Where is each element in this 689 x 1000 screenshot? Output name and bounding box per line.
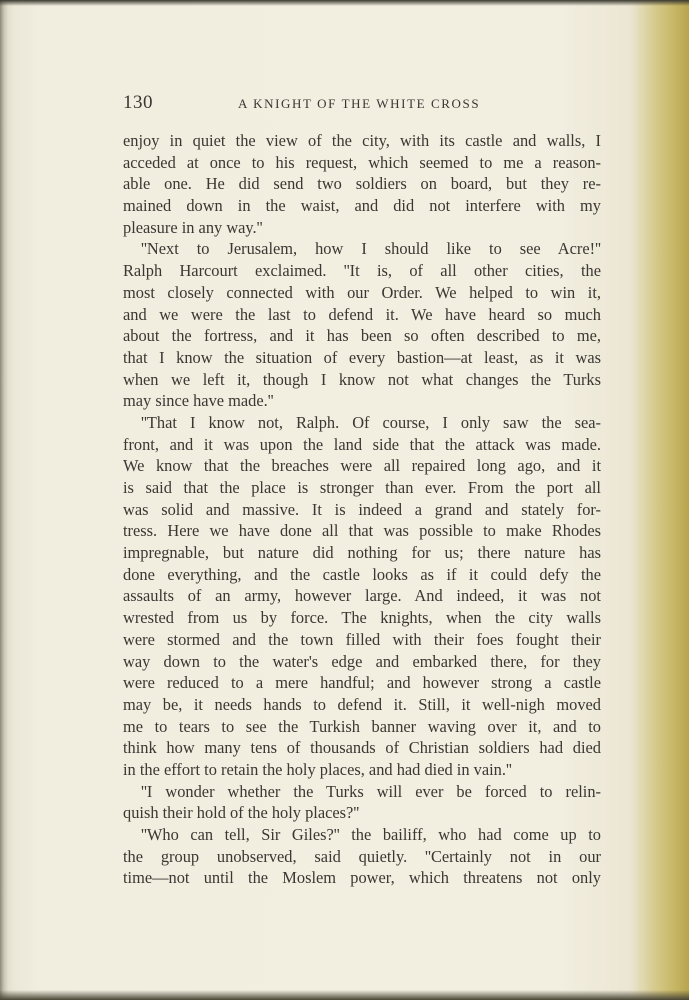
text-line: in the effort to retain the holy places, and had died in vain.'': [123, 759, 512, 779]
bottom-edge-shadow: [0, 990, 689, 1000]
text-line: were reduced to a mere handful; and however strong a castle: [123, 673, 601, 693]
text-line: enjoy in quiet the view of the city, with its castle and walls, I: [123, 131, 601, 150]
text-line: way down to the water's edge and embarked there, for they: [123, 651, 601, 671]
body-text: [123, 130, 601, 889]
text-line: about the fortress, and it has been so often described to me,: [123, 326, 601, 346]
text-line: time—not until the Moslem power, which threatens not only: [123, 868, 601, 888]
page-header: [123, 92, 601, 116]
text-line: quish their hold of the holy places?'': [123, 803, 360, 823]
text-line: me to tears to see the Turkish banner waving over it, and to: [123, 716, 601, 736]
page-number: 130: [123, 92, 153, 113]
text-line: pleasure in any way.'': [123, 217, 263, 237]
text-line: able one. He did send two soldiers on board, but they re-: [123, 174, 601, 194]
text-line: wrested from us by force. The knights, when the city walls: [123, 608, 601, 628]
text-line: is said that the place is stronger than ever. From the port all: [123, 478, 601, 497]
text-line: front, and it was upon the land side that the attack was made.: [123, 434, 601, 454]
page-gutter-shadow: [0, 0, 8, 1000]
text-line: done everything, and the castle looks as if it could defy the: [123, 564, 601, 584]
text-line: impregnable, but nature did nothing for us; there nature has: [123, 543, 601, 563]
text-line: when we left it, though I know not what changes the Turks: [123, 369, 601, 389]
text-line: ''Next to Jerusalem, how I should like to see Acre!'': [141, 239, 601, 259]
text-line: and we were the last to defend it. We have heard so much: [123, 304, 601, 324]
text-line: that I know the situation of every bastion—at least, as it was: [123, 347, 601, 367]
text-line: most closely connected with our Order. We helped to win it,: [123, 282, 601, 302]
text-line: We know that the breaches were all repaired long ago, and it: [123, 456, 601, 476]
text-line: ''Who can tell, Sir Giles?'' the bailiff, who had come up to: [141, 825, 601, 844]
text-line: acceded at once to his request, which seemed to me a reason-: [123, 152, 601, 172]
text-line: was solid and massive. It is indeed a grand and stately for-: [123, 499, 601, 519]
text-line: may since have made.'': [123, 391, 274, 411]
text-line: tress. Here we have done all that was possible to make Rhodes: [123, 521, 601, 541]
text-line: may be, it needs hands to defend it. Still, it well-nigh moved: [123, 694, 601, 714]
running-title: A KNIGHT OF THE WHITE CROSS: [238, 96, 481, 111]
text-line: ''I wonder whether the Turks will ever be forced to relin-: [141, 781, 601, 801]
text-line: were stormed and the town filled with their foes fought their: [123, 629, 601, 649]
text-line: Ralph Harcourt exclaimed. ''It is, of all other cities, the: [123, 261, 601, 281]
text-line: the group unobserved, said quietly. ''Certainly not in our: [123, 846, 601, 866]
text-line: think how many tens of thousands of Christian soldiers had died: [123, 738, 601, 758]
text-line: ''That I know not, Ralph. Of course, I only saw the sea-: [141, 412, 601, 432]
top-edge-shadow: [0, 0, 689, 6]
text-line: assaults of an army, however large. And indeed, it was not: [123, 586, 601, 606]
text-line: mained down in the waist, and did not interfere with my: [123, 196, 601, 216]
